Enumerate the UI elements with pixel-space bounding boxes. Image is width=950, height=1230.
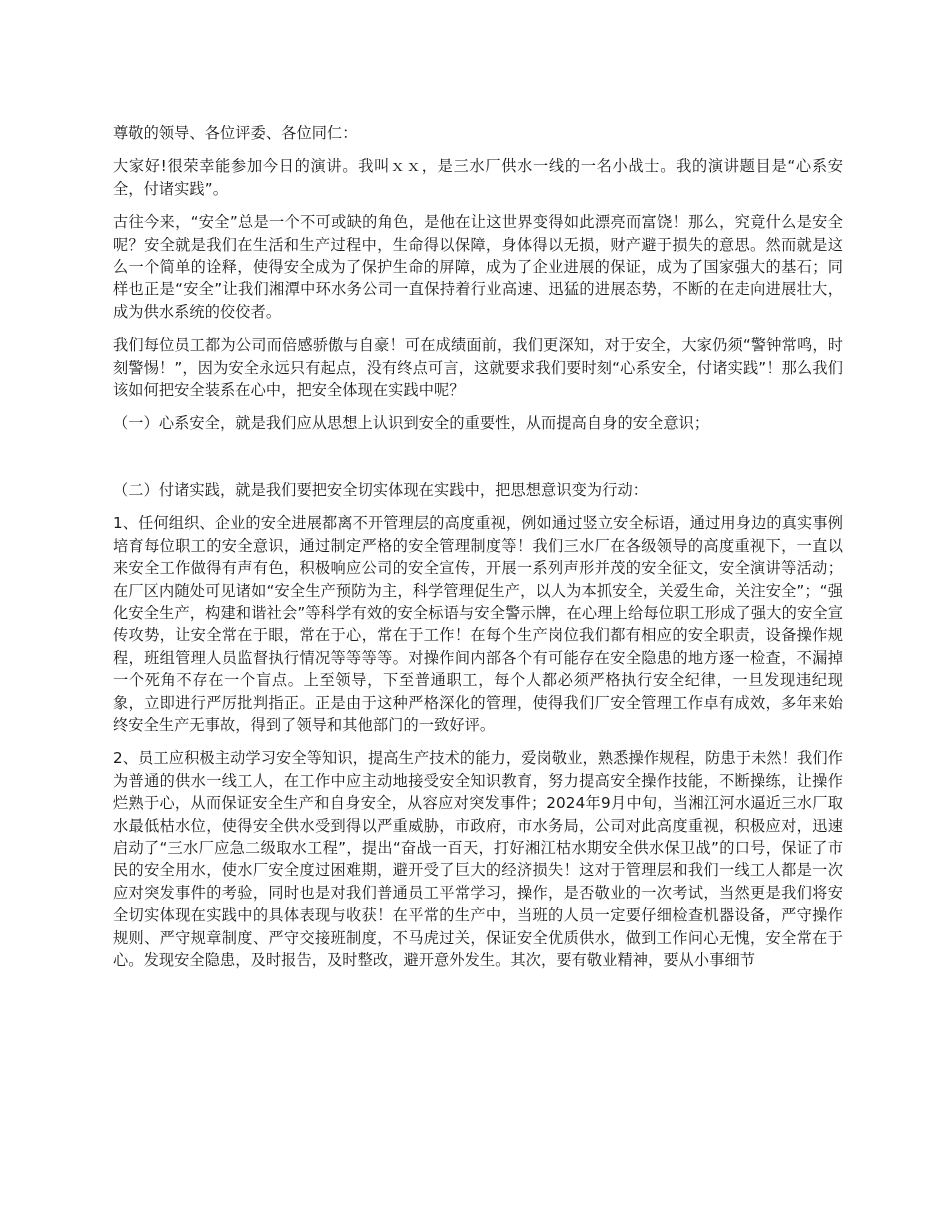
spacer [113, 323, 843, 334]
paragraph-item-1: 1、任何组织、企业的安全进展都离不开管理层的高度重视，例如通过竖立安全标语，通过用身边的真实事例培育每位职工的安全意识，通过制定严格的安全管理制度等！我们三水厂在各级领导的高度重视下，一直以来安全工作做得有声有色，积极响应公司的安全宣传，开展一系列声形并茂的安全征文，安全演讲等活动；在厂区内随处可见诸如“安全生产预防为主，科学管理促生产，以人为本抓安全，关爱生命，关注安全”；“强化安全生产，构建和谐社会”等科学有效的安全标语与安全警示牌，在心理上给每位职工形成了强大的安全宣传攻势，让安全常在于眼，常在于心，常在于工作！在每个生产岗位我们都有相应的安全职责，设备操作规程，班组管理人员监督执行情况等等等等。对操作间内部各个有可能存在安全隐患的地方逐一检查，不漏掉一个死角不存在一个盲点。上至领导，下至普通职工，每个人都必须严格执行安全纪律，一旦发现违纪现象，立即进行严厉批判指正。正是由于这种严格深化的管理，使得我们厂安全管理工作卓有成效，多年来始终安全生产无事故，得到了领导和其他部门的一致好评。 [113, 514, 843, 734]
speech-document [113, 122, 843, 971]
paragraph-what-is-safety: 古往今来，“安全”总是一个不可或缺的角色，是他在让这世界变得如此漂亮而富饶！那么，究竟什么是安全呢？安全就是我们在生活和生产过程中，生命得以保障，身体得以无损，财产避于损失的意思。然而就是这么一个简单的诠释，使得安全成为了保护生命的屏障，成为了企业进展的保证，成为了国家强大的基石；同样也正是“安全”让我们湘潭中环水务公司一直保持着行业高速、迅猛的进展态势，不断的在走向进展壮大，成为供水系统的佼佼者。 [113, 213, 843, 321]
spacer [113, 736, 843, 747]
salutation: 尊敬的领导、各位评委、各位同仁： [113, 124, 358, 142]
paragraph-point-one: （一）心系安全，就是我们应从思想上认识到安全的重要性，从而提高自身的安全意识； [113, 414, 710, 433]
spacer [113, 501, 843, 512]
spacer [113, 144, 843, 155]
spacer [113, 401, 843, 412]
paragraph-intro: 大家好!很荣幸能参加今日的演讲。我叫ｘｘ，是三水厂供水一线的一名小战士。我的演讲题目是“心系安全，付诸实践”。 [113, 157, 843, 198]
spacer [113, 435, 843, 479]
paragraph-pride: 我们每位员工都为公司而倍感骄傲与自豪！可在成绩面前，我们更深知，对于安全，大家仍须“警钟常鸣，时刻警惕！”，因为安全永远只有起点，没有终点可言，这就要求我们要时刻“心系安全，付诸实践”！那么我们该如何把安全装系在心中，把安全体现在实践中呢？ [113, 336, 843, 400]
paragraph-point-two: （二）付诸实践，就是我们要把安全切实体现在实践中，把思想意识变为行动： [113, 480, 649, 499]
paragraph-item-2: 2、员工应积极主动学习安全等知识，提高生产技术的能力，爱岗敬业，熟悉操作规程，防患于未然！我们作为普通的供水一线工人，在工作中应主动地接受安全知识教育，努力提高安全操作技能，不断操练，让操作烂熟于心，从而保证安全生产和自身安全，从容应对突发事件；2024年9月中旬，当湘江河水逼近三水厂取水最低枯水位，使得安全供水受到得以严重威胁，市政府，市水务局，公司对此高度重视，积极应对，迅速启动了“三水厂应急二级取水工程”，提出“奋战一百天，打好湘江枯水期安全供水保卫战”的口号，保证了市民的安全用水，使水厂安全度过困难期，避开受了巨大的经济损失！这对于管理层和我们一线工人都是一次应对突发事件的考验，同时也是对我们普通员工平常学习，操作，是否敬业的一次考试，当然更是我们将安全切实体现在实践中的具体表现与收获！在平常的生产中，当班的人员一定要仔细检查机器设备，严守操作规则、严守规章制度、严守交接班制度，不马虎过关，保证安全优质供水，做到工作问心无愧，安全常在于心。发现安全隐患，及时报告，及时整改，避开意外发生。其次，要有敬业精神，要从小事细节 [113, 749, 843, 969]
spacer [113, 200, 843, 211]
